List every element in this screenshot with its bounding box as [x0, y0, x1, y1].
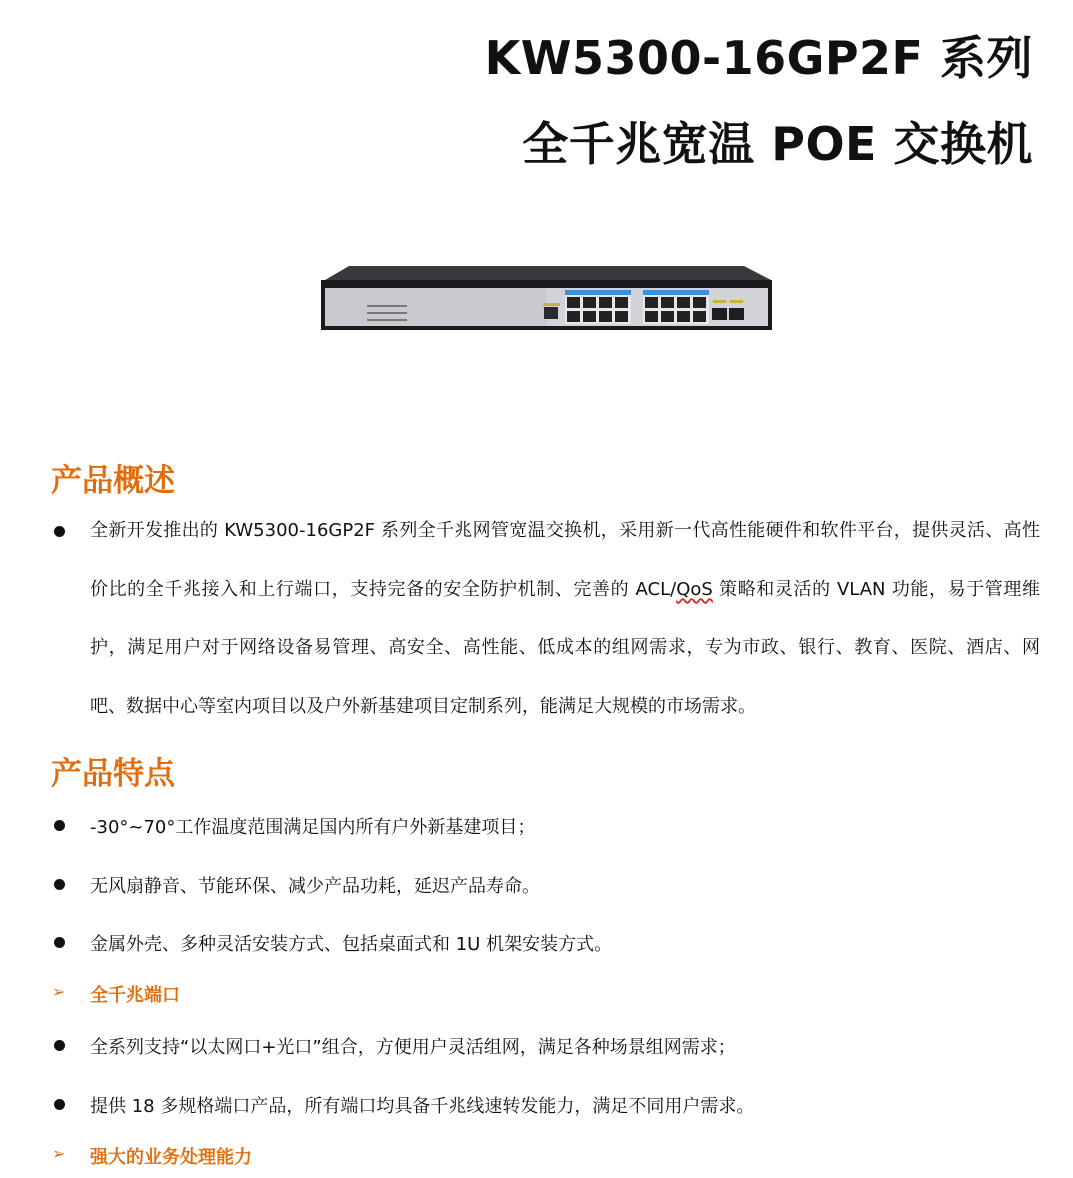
rj45-port — [661, 311, 674, 322]
rj45-port — [661, 297, 674, 308]
title-line-1: KW5300-16GP2F 系列 — [484, 31, 1033, 85]
bullet-icon — [54, 1099, 65, 1110]
bullet-icon — [54, 1040, 65, 1051]
rj45-port — [567, 311, 580, 322]
feature-item: 提供 18 多规格端口产品，所有端口均具备千兆线速转发能力，满足不同用户需求。 — [90, 1096, 755, 1117]
rj45-port — [677, 297, 690, 308]
overview-heading: 产品概述 — [51, 463, 175, 499]
overview-paragraph: 全新开发推出的 KW5300-16GP2F 系列全千兆网管宽温交换机，采用新一代高性能硬件和软件平台，提供灵活、高性价比的全千兆接入和上行端口，支持完备的安全防护机制、完善的 ACL/QoS 策略和灵活的 VLAN 功能，易于管理维护，满足用户对于网络设备易管理、高安全、高性能、低成本的组网需求，专为市政、银行、教育、医院、酒店、网吧、数据中心等室内项目以及户外新基建项目定制系列，能满足大规模的市场需求。 — [90, 520, 1040, 717]
bullet-icon — [54, 526, 65, 537]
feature-item: 无风扇静音、节能环保、减少产品功耗，延迟产品寿命。 — [90, 876, 540, 897]
rj45-port — [693, 311, 706, 322]
rj45-port — [693, 297, 706, 308]
feature-item: 全系列支持“以太网口+光口”组合，方便用户灵活组网，满足各种场景组网需求； — [90, 1037, 736, 1058]
rj45-port — [567, 297, 580, 308]
rj45-port — [599, 297, 612, 308]
rj45-port — [599, 311, 612, 322]
bullet-icon — [54, 937, 65, 948]
switch-product-image — [319, 266, 774, 330]
bullet-icon — [54, 820, 65, 831]
spellcheck-word: QoS — [676, 578, 713, 600]
bullet-icon — [54, 879, 65, 890]
title-line-2: 全千兆宽温 POE 交换机 — [522, 117, 1033, 171]
arrowhead-right-icon: ➢ — [52, 982, 66, 1001]
feature-item: 金属外壳、多种灵活安装方式、包括桌面式和 1U 机架安装方式。 — [90, 934, 613, 955]
sub-heading-business-processing: 强大的业务处理能力 — [90, 1147, 252, 1168]
rj45-port — [583, 311, 596, 322]
feature-item: -30°~70°工作温度范围满足国内所有户外新基建项目； — [90, 817, 536, 838]
rj45-port — [583, 297, 596, 308]
rj45-port — [615, 297, 628, 308]
features-heading: 产品特点 — [51, 756, 175, 792]
sub-heading-gigabit-ports: 全千兆端口 — [90, 985, 180, 1006]
rj45-port — [677, 311, 690, 322]
arrowhead-right-icon: ➢ — [52, 1144, 66, 1163]
rj45-port — [645, 297, 658, 308]
rj45-port — [615, 311, 628, 322]
rj45-port — [645, 311, 658, 322]
